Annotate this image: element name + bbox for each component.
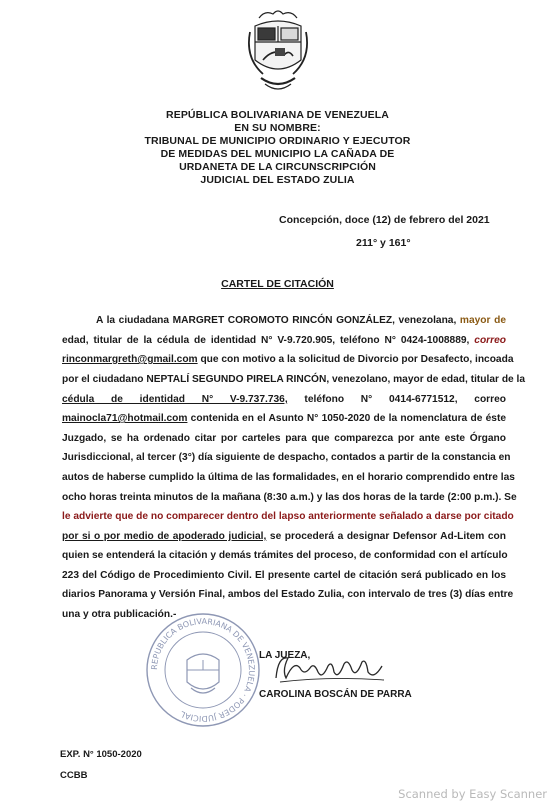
body-line-12: por si o por medio de apoderado judicial, se procederá a designar Defensor Ad-Litem con	[62, 531, 506, 542]
header-line-4: DE MEDIDAS DEL MUNICIPIO LA CAÑADA DE	[160, 148, 395, 160]
header-line-5: URDANETA DE LA CIRCUNSCRIPCIÓN	[179, 161, 376, 173]
scanner-watermark: Scanned by Easy Scanner	[398, 787, 547, 801]
years: 211° y 161°	[356, 237, 411, 249]
body-line-7: Juzgado, se ha ordenado citar por carteles para que comparezca por ante este Órgano	[62, 433, 506, 444]
court-seal-stamp	[143, 610, 263, 730]
header-line-2: EN SU NOMBRE:	[234, 122, 321, 134]
body-line-1: A la ciudadana MARGRET COROMOTO RINCÓN GONZÁLEZ, venezolana, mayor de	[96, 315, 506, 326]
body-line-9: autos de haberse cumplido la última de las formalidades, en el horario comprendido entre las	[62, 472, 515, 483]
email-link-2[interactable]: mainocla71@hotmail.com	[62, 413, 188, 424]
seal-text: REPUBLICA BOLIVARIANA DE VENEZUELA · PODER JUDICIAL	[149, 616, 257, 724]
case-number: EXP. N° 1050-2020	[60, 749, 142, 760]
document-title: CARTEL DE CITACIÓN	[221, 278, 334, 290]
judge-role: LA JUEZA,	[259, 650, 311, 661]
body-line-6: mainocla71@hotmail.com contenida en el Asunto N° 1050-2020 de la nomenclatura de éste	[62, 413, 506, 424]
body-line-15: diarios Panorama y Versión Final, ambos del Estado Zulia, con intervalo de tres (3) días entre	[62, 589, 514, 600]
place-date: Concepción, doce (12) de febrero del 2021	[279, 214, 490, 226]
body-line-5: cédula de identidad N° V-9.737.736, teléfono N° 0414-6771512, correo	[62, 394, 506, 405]
body-line-13: quien se entenderá la citación y demás trámites del proceso, de conformidad con el artículo	[62, 550, 508, 561]
header-line-1: REPÚBLICA BOLIVARIANA DE VENEZUELA	[166, 109, 389, 121]
body-line-2: edad, titular de la cédula de identidad N° V-9.720.905, teléfono N° 0424-1008889, correo	[62, 335, 506, 346]
initials: CCBB	[60, 770, 88, 781]
body-line-16: una y otra publicación.-	[62, 609, 177, 620]
email-link-1[interactable]: rinconmargreth@gmail.com	[62, 354, 198, 365]
body-line-10: ocho horas treinta minutos de la mañana (8:30 a.m.) y las dos horas de la tarde (2:00 p.m.). Se	[62, 492, 517, 503]
body-line-4: por el ciudadano NEPTALÍ SEGUNDO PIRELA RINCÓN, venezolano, mayor de edad, titular de la	[62, 374, 526, 385]
body-line-8: Jurisdiccional, al tercer (3°) día siguiente de despacho, contados a partir de la constancia en	[62, 452, 511, 463]
header-line-3: TRIBUNAL DE MUNICIPIO ORDINARIO Y EJECUTOR	[144, 135, 411, 147]
body-line-14: 223 del Código de Procedimiento Civil. El presente cartel de citación será publicado en los	[62, 570, 506, 581]
body-line-11: le advierte que de no comparecer dentro del lapso anteriormente señalado a darse por citado	[62, 511, 514, 522]
coat-of-arms-emblem	[245, 8, 311, 98]
body-line-3: rinconmargreth@gmail.com que con motivo a la solicitud de Divorcio por Desafecto, incoada	[62, 354, 514, 365]
header-line-6: JUDICIAL DEL ESTADO ZULIA	[200, 174, 355, 186]
judge-name: CAROLINA BOSCÁN DE PARRA	[259, 689, 412, 700]
